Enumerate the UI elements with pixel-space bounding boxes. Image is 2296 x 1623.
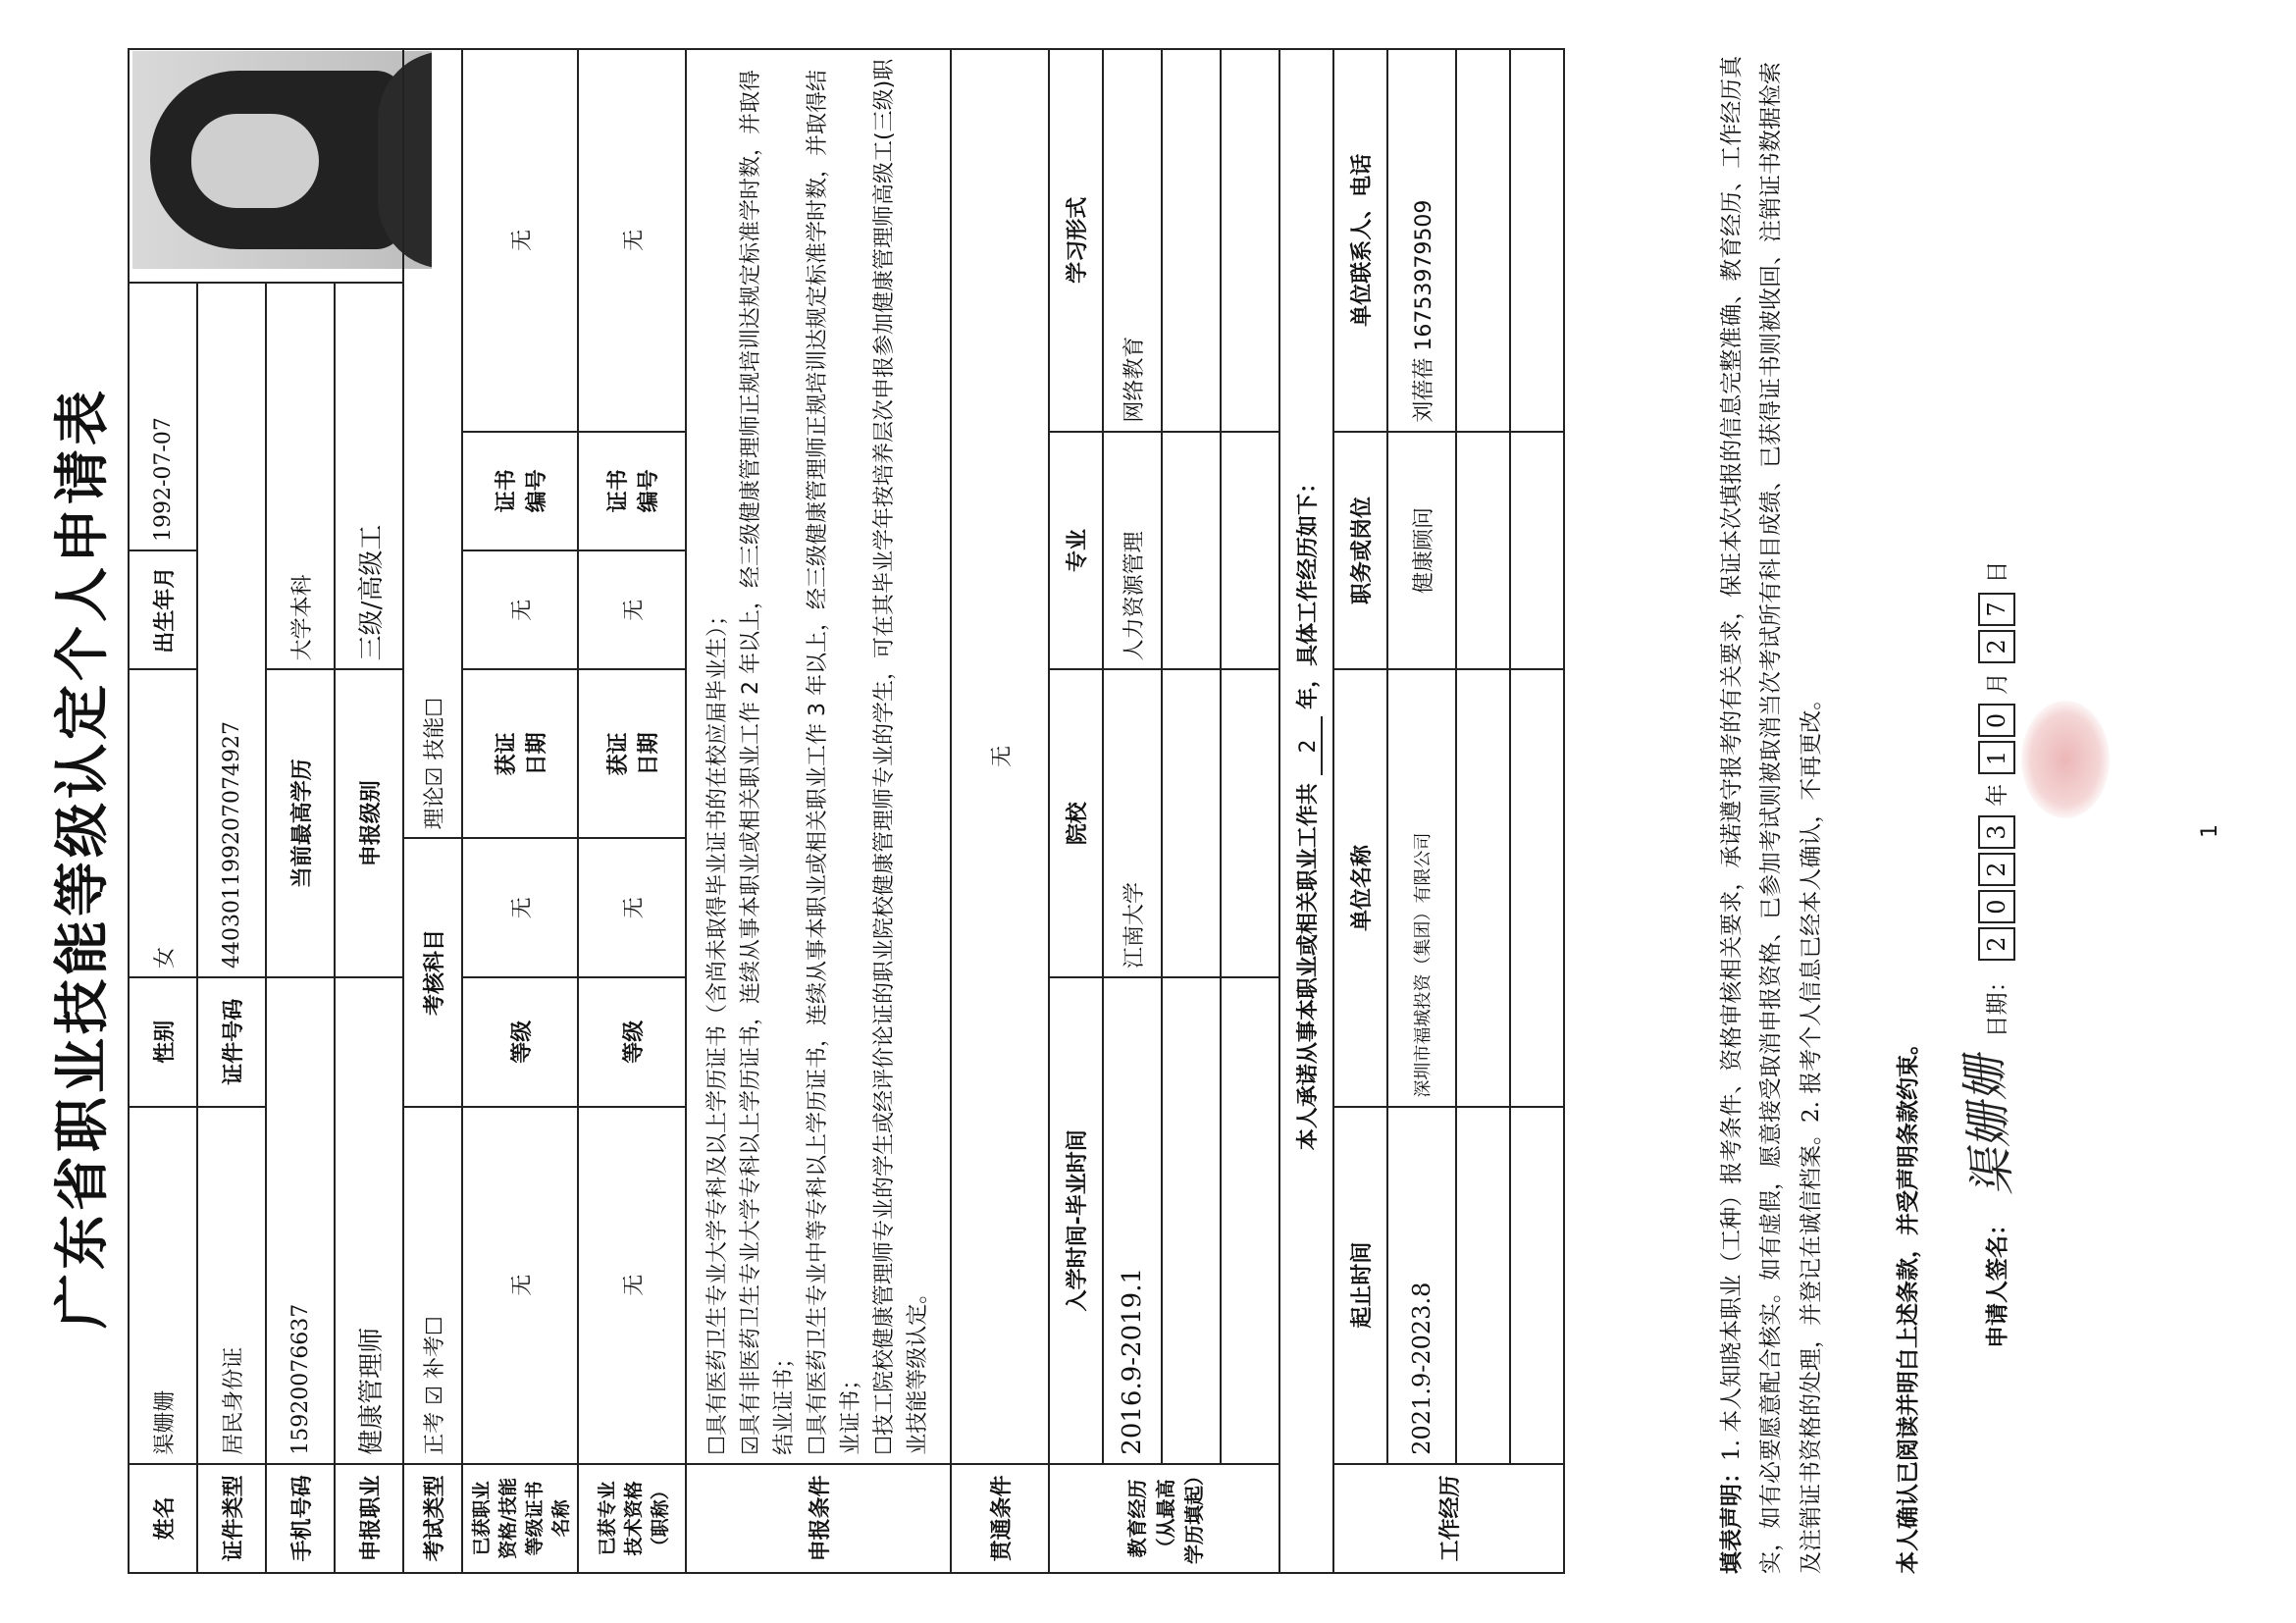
cert-name-value: 无 xyxy=(462,1107,578,1464)
declaration-text: 1. 本人知晓本职业（工种）报考条件、资格审核相关要求，承诺遵守报考的有关要求，保证本次填报的信息完整准确、教育经历、工作经历真实，如有必要愿意配合核实。如有虚假，愿意接受取消申报资格、已参加考试则被取消当次考试所有科目成绩、已获得证书则被收回、注销证书数据检索及注销证书资格的处理，并登记在诚信档案。2. 报考个人信息已经本人确认，不再更改。 xyxy=(1719,55,1824,1574)
condition-item: ☐具有医药卫生专业大学专科及以上学历证书（含尚未取得毕业证书的在校应届毕业生）； xyxy=(704,603,730,1455)
id-number-label: 证件号码 xyxy=(197,977,266,1107)
sign-label: 申请人签名： xyxy=(1984,1213,2010,1348)
edu-col-period: 入学时间-毕业时间 xyxy=(1049,977,1103,1464)
id-type-value: 居民身份证 xyxy=(197,1107,266,1464)
occupation-value: 健康管理师 xyxy=(335,977,403,1464)
education-label: 当前最高学历 xyxy=(266,669,335,977)
title-cert-label: 已获专业技术资格（职称） xyxy=(578,1464,686,1573)
cert-date-label: 获证 日期 xyxy=(462,669,578,838)
page-number: 1 xyxy=(2198,824,2222,838)
work-col-period: 起止时间 xyxy=(1333,1107,1387,1464)
title-no-label: 证书 编号 xyxy=(578,432,686,550)
cert-grade-value: 无 xyxy=(462,838,578,977)
title-date-label: 获证 日期 xyxy=(578,669,686,838)
cert-label: 已获职业资格/技能等级证书名称 xyxy=(462,1464,578,1573)
gender-value: 女 xyxy=(129,669,197,977)
id-number-value: 440301199207074927 xyxy=(197,283,266,977)
edu-col-major: 专业 xyxy=(1049,432,1103,670)
cert-grade-label: 等级 xyxy=(462,977,578,1107)
work-col-company: 单位名称 xyxy=(1333,669,1387,1106)
application-table xyxy=(128,48,1565,1574)
work-history-label: 工作经历 xyxy=(1333,1464,1564,1573)
title-name-value: 无 xyxy=(578,1107,686,1464)
title-grade-label: 等级 xyxy=(578,977,686,1107)
condition-item: ☐技工院校健康管理师专业的学生或经评价论证的职业院校健康管理师专业的学生，可在其毕业学年按培养层次申报参加健康管理师高级工(三级)职业技能等级认定。 xyxy=(872,58,931,1455)
table-row xyxy=(1162,49,1221,1573)
conditions-list xyxy=(686,49,951,1464)
signature-line: 申请人签名： 渠姗姗 日期： 2023 年 10 月 27 日 xyxy=(1948,0,2030,1574)
work-intro: 本人承诺从事本职业或相关职业工作共 2 年，具体工作经历如下： xyxy=(1279,49,1333,1573)
work-col-contact: 单位联系人、电话 xyxy=(1333,49,1387,432)
edu-col-school: 院校 xyxy=(1049,669,1103,977)
phone-value: 15920076637 xyxy=(266,977,335,1464)
fingerprint-stamp xyxy=(2021,701,2110,818)
declaration-heading: 填表声明： xyxy=(1718,1461,1745,1574)
signature: 渠姗姗 xyxy=(1957,1052,2021,1198)
exam-type-value: 正考 ☑ 补考☐ xyxy=(403,1107,462,1464)
level-label: 申报级别 xyxy=(335,669,403,977)
education-value: 大学本科 xyxy=(266,283,335,670)
title-grade-value: 无 xyxy=(578,838,686,977)
bypass-value: 无 xyxy=(951,49,1049,1464)
occupation-label: 申报职业 xyxy=(335,1464,403,1573)
edu-col-mode: 学习形式 xyxy=(1049,49,1103,432)
title-no-value: 无 xyxy=(578,49,686,432)
cert-no-label: 证书 编号 xyxy=(462,432,578,550)
subject-value: 理论☑ 技能☐ xyxy=(403,49,462,838)
declaration-confirm: 本人确认已阅读并明白上述条款，并受声明条款约束。 xyxy=(1895,1032,1921,1574)
id-type-label: 证件类型 xyxy=(197,1464,266,1573)
conditions-label: 申报条件 xyxy=(686,1464,951,1573)
subject-label: 考核科目 xyxy=(403,838,462,1106)
exam-type-label: 考试类型 xyxy=(403,1464,462,1573)
level-value: 三级/高级工 xyxy=(335,283,403,670)
declaration xyxy=(1712,48,1831,1574)
work-col-position: 职务或岗位 xyxy=(1333,432,1387,670)
table-row: 2016.9-2019.1 江南大学 人力资源管理 网络教育 xyxy=(1103,49,1162,1573)
table-row: 2021.9-2023.8 深圳市福城投资（集团）有限公司 健康顾问 刘蓓蓓 16753979509 xyxy=(1387,49,1456,1573)
birth-label: 出生年月 xyxy=(129,550,197,669)
date-label: 日期： xyxy=(1985,969,2010,1038)
table-row xyxy=(1456,49,1510,1573)
birth-value: 1992-07-07 xyxy=(129,283,197,550)
cert-date-value: 无 xyxy=(462,550,578,669)
edu-history-label: 教育经历（从最高学历填起） xyxy=(1049,1464,1279,1573)
bypass-label: 贯通条件 xyxy=(951,1464,1049,1573)
table-row xyxy=(1510,49,1564,1573)
name-value: 渠姗姗 xyxy=(129,1107,197,1464)
condition-item: ☐具有医药卫生专业中等专科以上学历证书，连续从事本职业或相关职业工作 3 年以上，经三级健康管理师正规培训达规定标准学时数，并取得结业证书； xyxy=(805,70,864,1455)
cert-no-value: 无 xyxy=(462,49,578,432)
table-row xyxy=(1221,49,1279,1573)
work-years: 2 xyxy=(1296,717,1323,776)
phone-label: 手机号码 xyxy=(266,1464,335,1573)
condition-item: ☑具有非医药卫生专业大学专科以上学历证书，连续从事本职业或相关职业工作 2 年以上，经三级健康管理师正规培训达规定标准学时数，并取得结业证书； xyxy=(738,70,797,1455)
name-label: 姓名 xyxy=(129,1464,197,1573)
title-date-value: 无 xyxy=(578,550,686,669)
form-title: 广东省职业技能等级认定个人申请表 xyxy=(50,387,115,1329)
gender-label: 性别 xyxy=(129,977,197,1107)
